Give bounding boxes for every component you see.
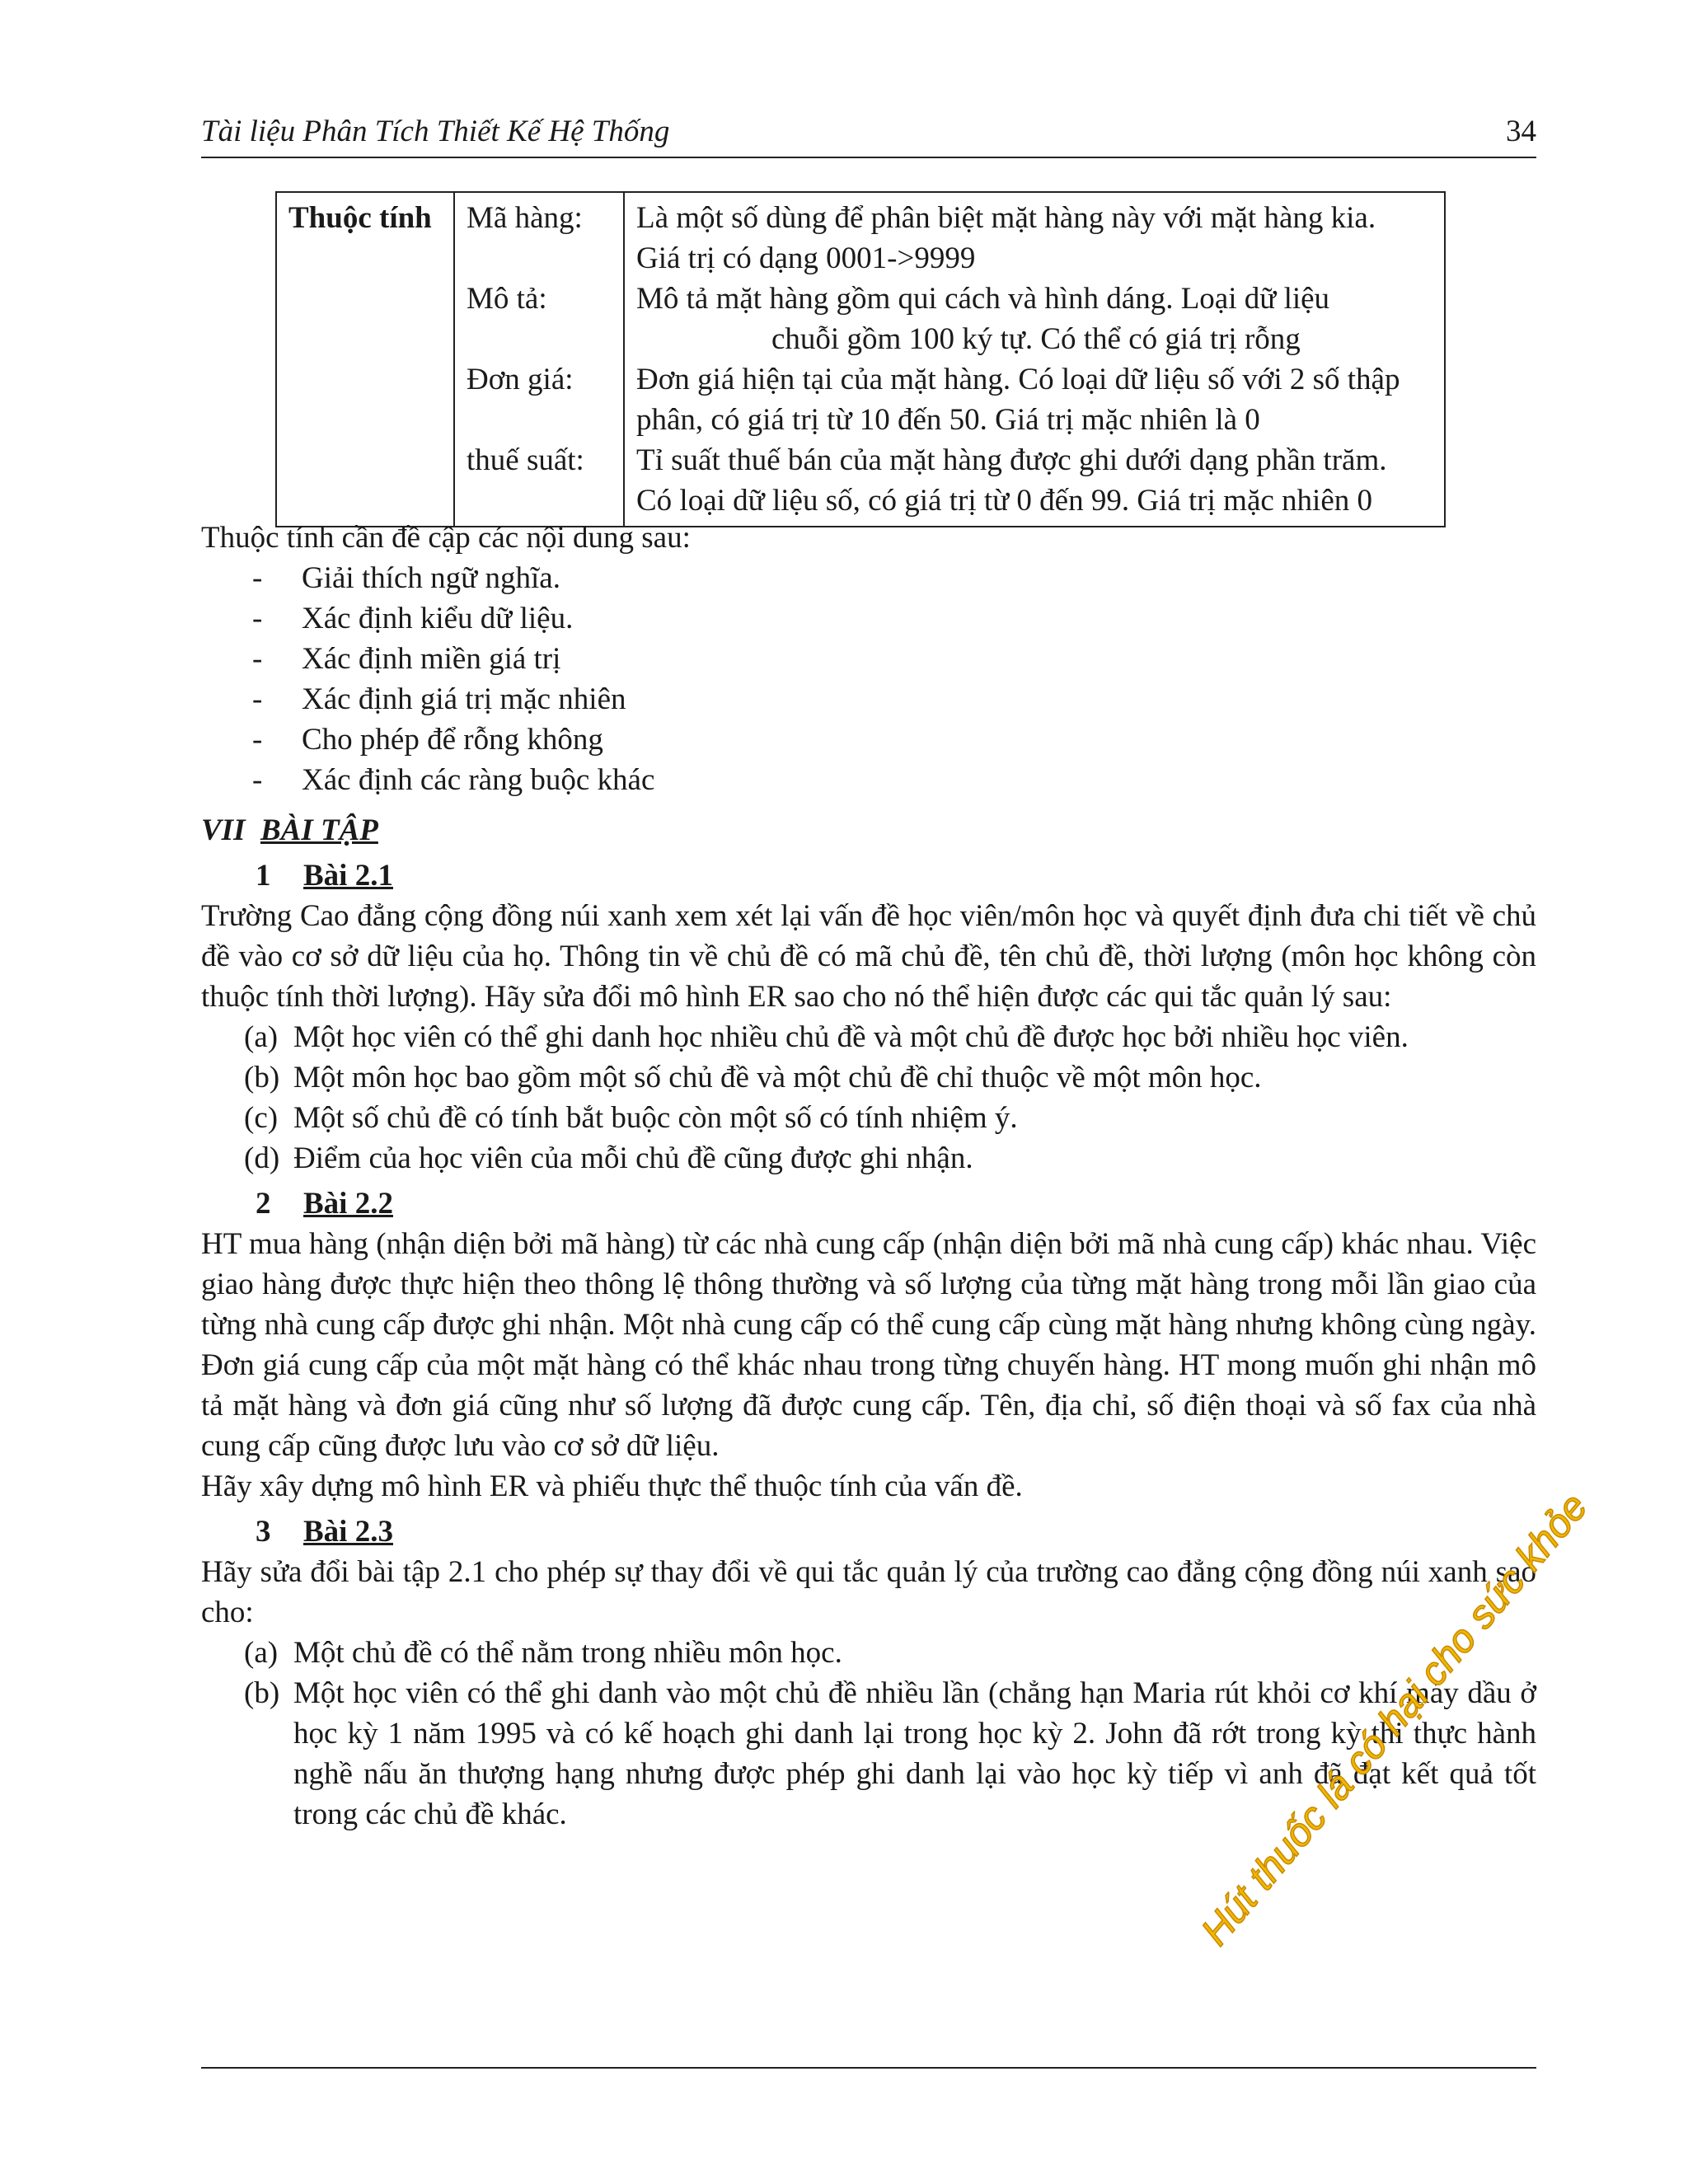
list-item: (c) Một số chủ đề có tính bắt buộc còn một số có tính nhiệm ý.: [244, 1101, 1018, 1135]
attribute-label: Thuộc tính: [276, 192, 454, 527]
exercise-paragraph: Hãy sửa đổi bài tập 2.1 cho phép sự thay đổi về qui tắc quản lý của trường cao đẳng cộng đồng núi xanh sao cho:: [201, 1555, 1536, 1629]
attr-desc-line: phân, có giá trị từ 10 đến 50. Giá trị mặc nhiên là 0: [636, 403, 1260, 437]
attr-desc-line: Tỉ suất thuế bán của mặt hàng được ghi dưới dạng phần trăm.: [636, 443, 1387, 477]
list-item: (b) Một môn học bao gồm một số chủ đề và một chủ đề chỉ thuộc về một môn học.: [244, 1061, 1262, 1094]
main-content: [201, 518, 1536, 1835]
attr-desc-line: Đơn giá hiện tại của mặt hàng. Có loại dữ liệu số với 2 số thập: [636, 363, 1400, 396]
list-item: (d) Điểm của học viên của mỗi chủ đề cũng được ghi nhận.: [244, 1141, 973, 1175]
section-heading: [201, 810, 1536, 851]
attr-name: thuế suất:: [467, 443, 584, 477]
footer-rule: [201, 2067, 1536, 2069]
attr-desc-line: Có loại dữ liệu số, có giá trị từ 0 đến 99. Giá trị mặc nhiên 0: [636, 484, 1372, 518]
intro-text: Thuộc tính cần đề cập các nội dung sau:: [201, 521, 691, 555]
header-title: Tài liệu Phân Tích Thiết Kế Hệ Thống: [201, 115, 670, 148]
attribute-descriptions: [624, 192, 1445, 527]
attr-desc-line: Mô tả mặt hàng gồm qui cách và hình dáng. Loại dữ liệu: [636, 282, 1330, 316]
watermark-text: Hút thuốc lá có hại cho sức khỏe: [1193, 1485, 1597, 1954]
list-item: - Xác định miền giá trị: [252, 642, 561, 676]
exercise-paragraph: Trường Cao đẳng cộng đồng núi xanh xem xét lại vấn đề học viên/môn học và quyết định đưa chi tiết về chủ đề vào cơ sở dữ liệu của họ. Thông tin về chủ đề có mã chủ đề, tên chủ đề, thời lượng (môn học không còn thuộc tính thời lượng). Hãy sửa đổi mô hình ER sao cho nó thể hiện được các qui tắc quản lý sau:: [201, 899, 1536, 1014]
attr-name: Mô tả:: [467, 282, 547, 316]
exercise-paragraph: HT mua hàng (nhận diện bởi mã hàng) từ các nhà cung cấp (nhận diện bởi mã nhà cung cấp) khác nhau. Việc giao hàng được thực hiện theo thông lệ thông thường và số lượng của từng mặt hàng trong mỗi lần giao của từng nhà cung cấp được ghi nhận. Một nhà cung cấp có thể cung cấp cùng mặt hàng nhưng không cùng ngày. Đơn giá cung cấp của một mặt hàng có thể khác nhau trong từng chuyến hàng. HT mong muốn ghi nhận mô tả mặt hàng và đơn giá cũng như số lượng đã được cung cấp. Tên, địa chỉ, số điện thoại và số fax của nhà cung cấp cũng được lưu vào cơ sở dữ liệu.: [201, 1227, 1536, 1463]
attr-desc-line: Giá trị có dạng 0001->9999: [636, 241, 976, 275]
section-number: VII: [201, 813, 246, 847]
list-item: - Xác định giá trị mặc nhiên: [252, 682, 626, 716]
exercise-heading: 1 Bài 2.1: [256, 859, 393, 893]
list-item: (a) Một chủ đề có thể nằm trong nhiều môn học.: [244, 1636, 842, 1670]
page-number: 34: [1506, 115, 1536, 148]
bullet-list: [201, 558, 1536, 800]
list-item: - Cho phép để rỗng không: [252, 723, 603, 757]
exercise-paragraph: Hãy xây dựng mô hình ER và phiếu thực thể thuộc tính của vấn đề.: [201, 1469, 1023, 1503]
attr-name: Mã hàng:: [467, 201, 583, 235]
list-item: - Giải thích ngữ nghĩa.: [252, 561, 560, 595]
attribute-names: [454, 192, 624, 527]
page-header: [201, 114, 1536, 158]
list-item: - Xác định kiểu dữ liệu.: [252, 602, 574, 635]
attr-desc-line: chuỗi gồm 100 ký tự. Có thể có giá trị rỗng: [771, 322, 1301, 356]
exercise-items: [201, 1017, 1536, 1179]
list-item: (a) Một học viên có thể ghi danh học nhiều chủ đề và một chủ đề được học bởi nhiều học viên.: [244, 1020, 1409, 1054]
attr-desc-line: Là một số dùng để phân biệt mặt hàng này với mặt hàng kia.: [636, 201, 1376, 235]
attribute-table: [275, 191, 1446, 527]
table-row: [276, 192, 1445, 527]
attr-name: Đơn giá:: [467, 363, 574, 396]
section-title: BÀI TẬP: [260, 813, 378, 847]
list-item: - Xác định các ràng buộc khác: [252, 763, 655, 797]
exercise-heading: 2 Bài 2.2: [256, 1187, 393, 1221]
exercise-heading: 3 Bài 2.3: [256, 1515, 393, 1549]
list-item: (b) Một học viên có thể ghi danh vào một chủ đề nhiều lần (chẳng hạn Maria rút khỏi cơ khí máy dầu ở học kỳ 1 năm 1995 và có kế hoạch ghi danh lại trong học kỳ 2. John đã rớt trong kỳ thi thực hành nghề nấu ăn thượng hạng nhưng được phép ghi danh lại vào học kỳ tiếp vì anh đã đạt kết quả tốt trong các chủ đề khác.: [244, 1676, 1536, 1831]
